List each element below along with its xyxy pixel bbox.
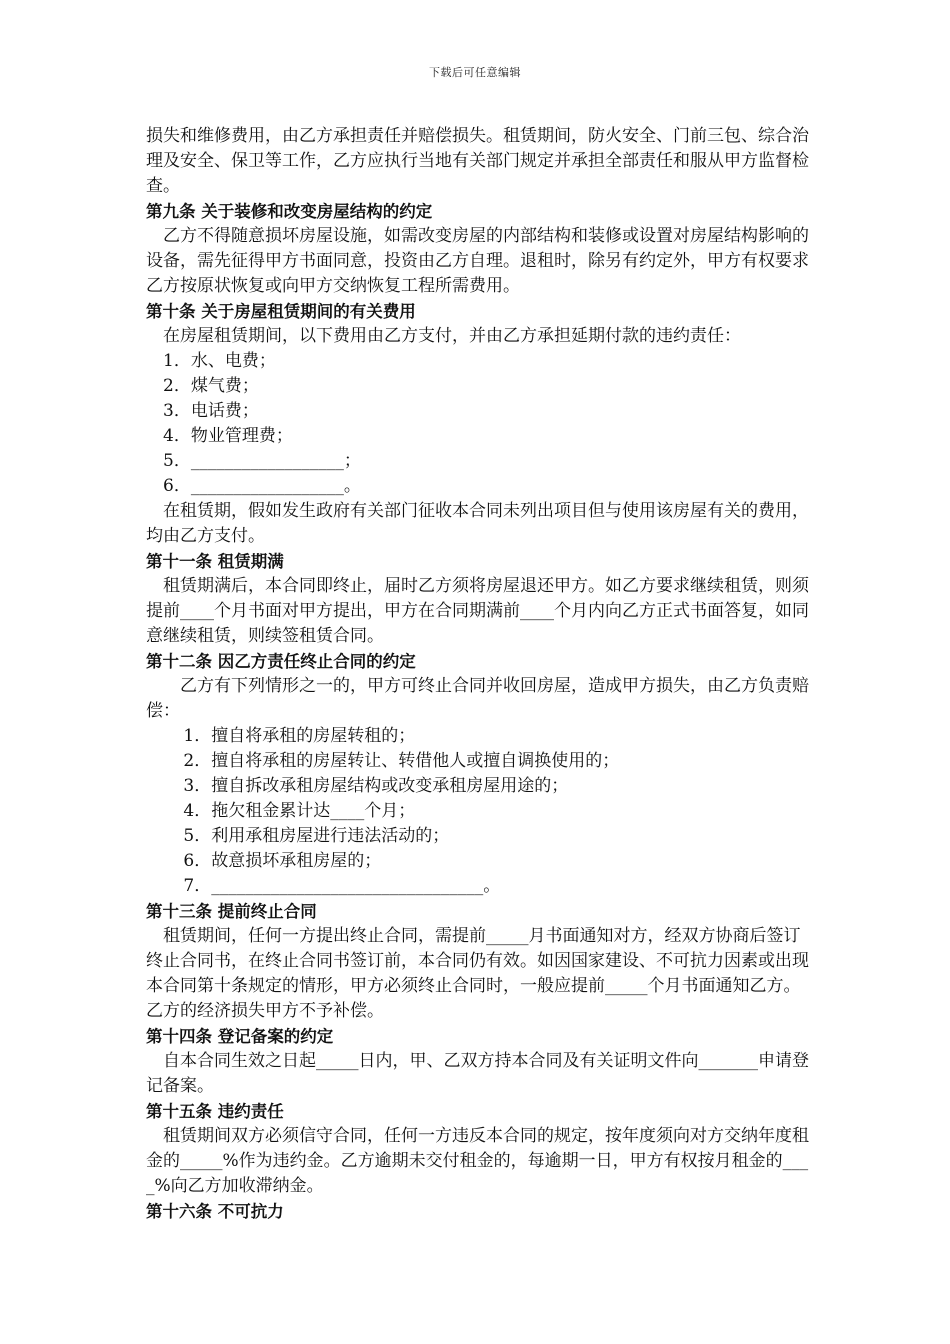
section-heading: 第十六条 不可抗力 <box>146 1202 284 1221</box>
list-item: 5．利用承租房屋进行违法活动的； <box>183 826 450 846</box>
list-item: 6．故意损坏承租房屋的； <box>183 851 382 871</box>
paragraph: 在租赁期，假如发生政府有关部门征收本合同未列出项目但与使用该房屋有关的费用，均由乙方支付。 <box>146 501 809 546</box>
list-item: 3．电话费； <box>163 401 259 421</box>
section-heading: 第十一条 租赁期满 <box>146 552 284 571</box>
section-heading: 第十三条 提前终止合同 <box>146 902 317 921</box>
list-item: 3．擅自拆改承租房屋结构或改变承租房屋用途的； <box>183 776 569 796</box>
list-item: 2．煤气费； <box>163 376 259 396</box>
section-heading: 第十二条 因乙方责任终止合同的约定 <box>146 652 416 671</box>
list-item: 4．拖欠租金累计达____个月； <box>183 801 416 821</box>
paragraph: 乙方不得随意损坏房屋设施，如需改变房屋的内部结构和装修或设置对房屋结构影响的设备，需先征得甲方书面同意，投资由乙方自理。退租时，除另有约定外，甲方有权要求乙方按原状恢复或向甲方交纳恢复工程所需费用。 <box>146 226 809 296</box>
section-heading: 第十五条 违约责任 <box>146 1102 284 1121</box>
paragraph: 在房屋租赁期间，以下费用由乙方支付，并由乙方承担延期付款的违约责任： <box>163 326 741 346</box>
section-heading: 第十四条 登记备案的约定 <box>146 1027 334 1046</box>
list-item: 1．水、电费； <box>163 351 276 371</box>
list-item: 4．物业管理费； <box>163 426 293 446</box>
paragraph: 租赁期间双方必须信守合同，任何一方违反本合同的规定，按年度须向对方交纳年度租金的_____%作为违约金。乙方逾期未交付租金的，每逾期一日，甲方有权按月租金的____%向乙方加收滞纳金。 <box>146 1126 809 1196</box>
list-item: 2．擅自将承租的房屋转让、转借他人或擅自调换使用的； <box>183 751 620 771</box>
paragraph: 租赁期间，任何一方提出终止合同，需提前_____月书面通知对方，经双方协商后签订终止合同书，在终止合同书签订前，本合同仍有效。如因国家建设、不可抗力因素或出现本合同第十条规定的情形，甲方必须终止合同时，一般应提前_____个月书面通知乙方。乙方的经济损失甲方不予补偿。 <box>146 926 809 1021</box>
list-item: 6．__________________。 <box>163 476 361 496</box>
list-item: 5．__________________； <box>163 451 361 471</box>
page-header: 下载后可任意编辑 <box>429 66 521 79</box>
paragraph: 损失和维修费用，由乙方承担责任并赔偿损失。租赁期间，防火安全、门前三包、综合治理及安全、保卫等工作，乙方应执行当地有关部门规定并承担全部责任和服从甲方监督检查。 <box>146 126 809 196</box>
section-heading: 第十条 关于房屋租赁期间的有关费用 <box>146 302 416 321</box>
paragraph: 自本合同生效之日起_____日内，甲、乙双方持本合同及有关证明文件向_______申请登记备案。 <box>146 1051 809 1096</box>
list-item: 1．擅自将承租的房屋转租的； <box>183 726 416 746</box>
section-heading: 第九条 关于装修和改变房屋结构的约定 <box>146 202 433 221</box>
list-item: 7．________________________________。 <box>183 876 501 896</box>
contract-body <box>146 124 810 1224</box>
paragraph: 乙方有下列情形之一的，甲方可终止合同并收回房屋，造成甲方损失，由乙方负责赔偿： <box>146 676 809 721</box>
paragraph: 租赁期满后，本合同即终止，届时乙方须将房屋退还甲方。如乙方要求继续租赁，则须提前____个月书面对甲方提出，甲方在合同期满前____个月内向乙方正式书面答复，如同意继续租赁，则续签租赁合同。 <box>146 576 809 646</box>
